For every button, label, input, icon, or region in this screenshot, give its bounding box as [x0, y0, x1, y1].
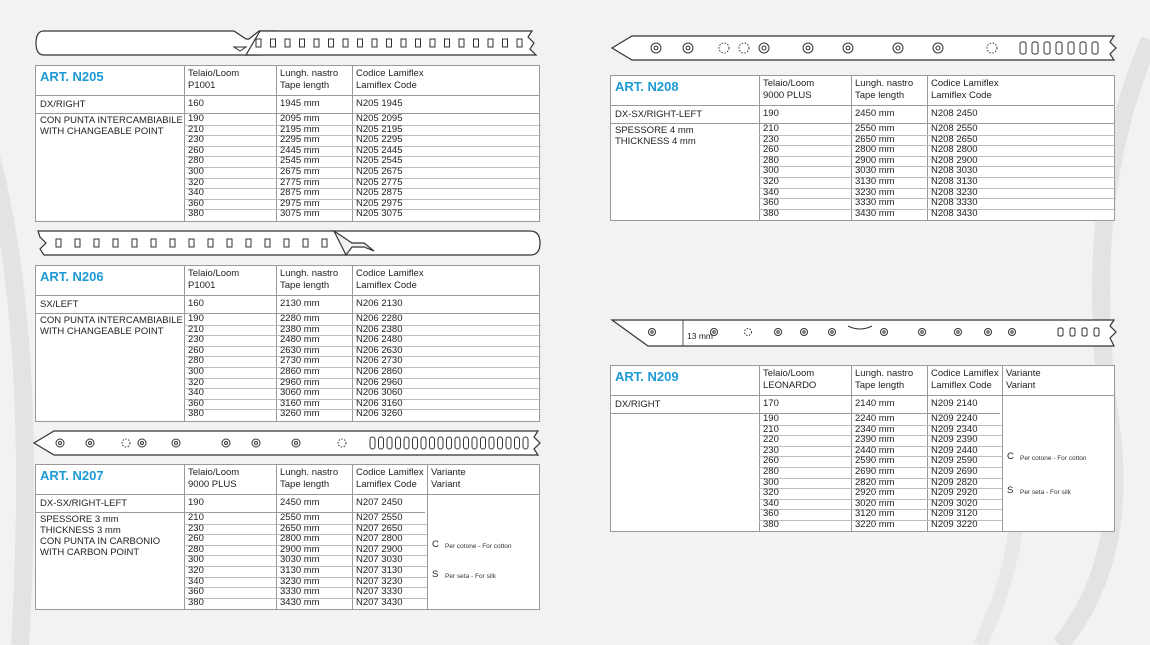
cell-code: N207 2800 — [356, 533, 403, 545]
cell-code: N206 3160 — [356, 397, 403, 409]
cell-loom: 190 — [188, 313, 204, 324]
cell-loom: 340 — [188, 387, 204, 399]
cell-length: 2900 mm — [280, 543, 320, 555]
cell-code: N208 3330 — [931, 197, 978, 209]
note-line: WITH CHANGEABLE POINT — [40, 326, 164, 337]
cell-code: N209 3220 — [931, 519, 978, 530]
cell-length: 2800 mm — [855, 144, 895, 156]
table-row — [611, 467, 1002, 478]
cell-code: N209 2440 — [931, 444, 978, 456]
panel-n205 — [35, 65, 540, 222]
cell-loom: 320 — [188, 565, 204, 576]
column-header-code — [356, 467, 424, 490]
article-title: ART. N207 — [40, 468, 104, 483]
column-header-loom-line: P1001 — [188, 79, 216, 91]
cell-code: N207 2450 — [356, 497, 403, 508]
cell-loom: 320 — [188, 376, 204, 388]
cell-length: 2240 mm — [855, 413, 895, 424]
column-header-length-line: Lungh. nastro — [855, 78, 914, 89]
cell-loom: 380 — [188, 408, 204, 420]
cell-loom: 260 — [188, 533, 204, 545]
panel-n207 — [35, 464, 540, 610]
column-divider — [1002, 366, 1003, 531]
cell-length: 3430 mm — [855, 207, 895, 219]
table-row — [36, 167, 541, 178]
cell-length: 2545 mm — [280, 155, 320, 167]
tape-drawing-n209 — [608, 312, 1123, 352]
column-header-code-line: Codice Lamiflex — [931, 368, 999, 379]
column-header-length-line: Tape length — [280, 79, 330, 91]
cell-length: 2775 mm — [280, 176, 320, 188]
cell-loom: 360 — [763, 508, 779, 520]
note-line: WITH CHANGEABLE POINT — [40, 126, 164, 137]
cell-code: N207 3230 — [356, 575, 403, 587]
cell-code: N205 2195 — [356, 123, 403, 135]
column-header-length — [855, 78, 913, 101]
cell-code: N207 2550 — [356, 512, 403, 523]
cell-loom: 220 — [763, 434, 779, 446]
column-header-code-line: Lamiflex Code — [931, 89, 992, 101]
variant-description: Per seta - For silk — [1020, 489, 1071, 497]
column-header-loom — [763, 78, 814, 101]
cell-code: N207 3330 — [356, 586, 403, 598]
column-header-length-line: Lungh. nastro — [280, 68, 339, 79]
tape-drawing-n206 — [34, 225, 544, 261]
cell-code: N209 2590 — [931, 455, 978, 467]
cell-code: N206 2860 — [356, 366, 403, 377]
cell-loom: 300 — [763, 476, 779, 488]
cell-code: N205 2295 — [356, 134, 403, 146]
column-header-loom-line: P1001 — [188, 279, 216, 291]
cell-loom: 190 — [188, 113, 204, 124]
cell-code: N207 2650 — [356, 522, 403, 534]
cell-length: 3020 mm — [855, 497, 895, 509]
column-header-length-line: Lungh. nastro — [280, 467, 339, 478]
cell-length: 3220 mm — [855, 519, 895, 530]
direction-label: SX/LEFT — [40, 299, 79, 310]
cell-length: 2450 mm — [280, 497, 320, 508]
cell-code: N205 2675 — [356, 166, 403, 177]
cell-length: 3130 mm — [280, 565, 320, 576]
cell-length: 3330 mm — [280, 586, 320, 598]
cell-length: 2390 mm — [855, 434, 895, 446]
cell-code: N206 3060 — [356, 387, 403, 399]
cell-loom: 360 — [763, 197, 779, 209]
direction-label: DX/RIGHT — [615, 399, 661, 410]
cell-loom: 230 — [763, 133, 779, 145]
cell-code: N207 3030 — [356, 554, 403, 566]
tape-drawing-n207 — [30, 425, 545, 461]
column-header-length — [280, 467, 338, 490]
column-header-loom-line: 9000 PLUS — [763, 89, 812, 101]
tape-drawing-n208 — [608, 30, 1123, 66]
tape-drawing-n205 — [34, 25, 544, 61]
cell-loom: 320 — [763, 487, 779, 499]
cell-code: N205 2545 — [356, 155, 403, 167]
cell-code: N208 2550 — [931, 123, 978, 134]
column-header-code — [356, 268, 424, 291]
cell-length: 3030 mm — [855, 165, 895, 177]
cell-loom: 230 — [763, 444, 779, 456]
column-divider — [427, 465, 428, 609]
direction-label: DX/RIGHT — [40, 99, 86, 110]
table-row — [36, 498, 427, 509]
cell-loom: 210 — [188, 512, 204, 523]
cell-loom: 340 — [188, 187, 204, 199]
table-row — [36, 314, 541, 325]
cell-code: N206 2730 — [356, 355, 403, 367]
cell-loom: 380 — [188, 596, 204, 608]
cell-loom: 170 — [763, 398, 779, 409]
cell-loom: 260 — [763, 144, 779, 156]
column-header-loom — [188, 467, 239, 490]
table-row — [611, 109, 1116, 120]
cell-length: 2800 mm — [280, 533, 320, 545]
column-header-loom-line: Telaio/Loom — [188, 268, 240, 279]
table-row — [36, 99, 541, 110]
cell-length: 2380 mm — [280, 323, 320, 335]
cell-loom: 230 — [188, 522, 204, 534]
table-row — [36, 299, 541, 310]
cell-code: N208 2800 — [931, 144, 978, 156]
cell-code: N208 2450 — [931, 108, 978, 119]
cell-code: N209 2820 — [931, 476, 978, 488]
cell-length: 2650 mm — [855, 133, 895, 145]
cell-code: N207 3430 — [356, 596, 403, 608]
note-line: THICKNESS 3 mm — [40, 525, 121, 536]
table-row — [611, 520, 1002, 531]
cell-code: N206 2960 — [356, 376, 403, 388]
cell-length: 2280 mm — [280, 313, 320, 324]
column-header-code — [356, 68, 424, 91]
cell-loom: 260 — [763, 455, 779, 467]
cell-length: 2650 mm — [280, 522, 320, 534]
column-header-variant-line: Variant — [431, 478, 461, 490]
cell-code: N209 2340 — [931, 423, 978, 435]
cell-length: 3230 mm — [855, 186, 895, 198]
cell-loom: 380 — [763, 519, 779, 530]
column-header-length-line: Lungh. nastro — [855, 368, 914, 379]
cell-code: N205 2875 — [356, 187, 403, 199]
variant-letter: C — [1007, 450, 1014, 462]
cell-length: 2960 mm — [280, 376, 320, 388]
cell-loom: 340 — [763, 186, 779, 198]
table-row — [611, 124, 1116, 135]
cell-length: 2140 mm — [855, 398, 895, 409]
column-header-loom — [188, 268, 239, 291]
cell-length: 2820 mm — [855, 476, 895, 488]
cell-loom: 340 — [763, 497, 779, 509]
cell-length: 3160 mm — [280, 397, 320, 409]
cell-code: N209 3020 — [931, 497, 978, 509]
note-line: WITH CARBON POINT — [40, 547, 140, 558]
cell-code: N209 2240 — [931, 413, 978, 424]
cell-length: 3260 mm — [280, 408, 320, 420]
cell-code: N205 2445 — [356, 144, 403, 156]
cell-length: 2095 mm — [280, 113, 320, 124]
cell-length: 2340 mm — [855, 423, 895, 435]
cell-length: 3075 mm — [280, 208, 320, 220]
cell-code: N206 2130 — [356, 298, 403, 309]
variant-letter: S — [432, 569, 439, 581]
cell-code: N206 3260 — [356, 408, 403, 420]
cell-loom: 280 — [188, 155, 204, 167]
cell-loom: 280 — [763, 154, 779, 166]
variant-description: Per seta - For silk — [445, 573, 496, 581]
dimension-label: 13 mm — [687, 331, 713, 341]
cell-loom: 260 — [188, 144, 204, 156]
cell-loom: 360 — [188, 586, 204, 598]
cell-loom: 280 — [188, 355, 204, 367]
note-line: THICKNESS 4 mm — [615, 136, 696, 147]
cell-length: 2295 mm — [280, 134, 320, 146]
column-header-length-line: Tape length — [855, 379, 905, 391]
cell-code: N205 1945 — [356, 98, 403, 109]
cell-code: N206 2280 — [356, 313, 403, 324]
column-header-variant-line: Variante — [431, 467, 466, 478]
table-row — [36, 513, 427, 524]
table-row — [36, 114, 541, 125]
column-header-code-line: Lamiflex Code — [356, 478, 417, 490]
cell-loom: 300 — [188, 366, 204, 377]
column-header-code — [931, 368, 999, 391]
note-line: CON PUNTA INTERCAMBIABILE — [40, 315, 183, 326]
cell-loom: 300 — [763, 165, 779, 177]
table-row — [36, 409, 541, 420]
cell-length: 2690 mm — [855, 466, 895, 477]
column-header-length — [280, 268, 338, 291]
column-header-code-line: Codice Lamiflex — [356, 268, 424, 279]
article-title: ART. N206 — [40, 269, 104, 284]
direction-label: DX-SX/RIGHT-LEFT — [40, 498, 128, 509]
cell-length: 2875 mm — [280, 187, 320, 199]
cell-code: N209 2390 — [931, 434, 978, 446]
cell-code: N206 2480 — [356, 334, 403, 346]
column-header-variant-line: Variant — [1006, 379, 1036, 391]
article-title: ART. N205 — [40, 69, 104, 84]
cell-loom: 380 — [763, 207, 779, 219]
cell-length: 2480 mm — [280, 334, 320, 346]
cell-code: N209 2140 — [931, 398, 978, 409]
cell-loom: 280 — [763, 466, 779, 477]
table-row — [36, 367, 541, 378]
table-row — [36, 209, 541, 220]
cell-code: N205 3075 — [356, 208, 403, 220]
column-header-length-line: Tape length — [280, 478, 330, 490]
cell-length: 2550 mm — [280, 512, 320, 523]
cell-code: N207 2900 — [356, 543, 403, 555]
cell-length: 2550 mm — [855, 123, 895, 134]
cell-code: N208 3030 — [931, 165, 978, 177]
cell-length: 3030 mm — [280, 554, 320, 566]
column-header-length — [855, 368, 913, 391]
variant-letter: S — [1007, 485, 1014, 497]
column-header-length-line: Lungh. nastro — [280, 268, 339, 279]
column-header-code-line: Codice Lamiflex — [356, 467, 424, 478]
table-row — [611, 177, 1116, 188]
column-header-loom — [188, 68, 239, 91]
column-header-loom — [763, 368, 816, 391]
cell-code: N205 2975 — [356, 197, 403, 209]
cell-code: N206 2380 — [356, 323, 403, 335]
cell-loom: 300 — [188, 166, 204, 177]
cell-loom: 210 — [188, 123, 204, 135]
cell-length: 2900 mm — [855, 154, 895, 166]
cell-loom: 320 — [188, 176, 204, 188]
column-header-code-line: Lamiflex Code — [931, 379, 992, 391]
variant-description: Per cotone - For cotton — [445, 542, 512, 550]
cell-length: 1945 mm — [280, 98, 320, 109]
note-line: SPESSORE 4 mm — [615, 125, 694, 136]
cell-loom: 230 — [188, 134, 204, 146]
panel-n206 — [35, 265, 540, 422]
cell-loom: 380 — [188, 208, 204, 220]
note-line: SPESSORE 3 mm — [40, 514, 119, 525]
table-row — [36, 566, 427, 577]
cell-length: 3330 mm — [855, 197, 895, 209]
table-row — [611, 209, 1116, 220]
cell-length: 2630 mm — [280, 344, 320, 356]
cell-length: 2445 mm — [280, 144, 320, 156]
column-header-variant-line: Variante — [1006, 368, 1041, 379]
variant-description: Per cotone - For cotton — [1020, 454, 1087, 462]
panel-n209 — [610, 365, 1115, 532]
cell-loom: 190 — [188, 497, 204, 508]
column-header-length-line: Tape length — [855, 89, 905, 101]
column-header-code-line: Codice Lamiflex — [356, 68, 424, 79]
note-line: CON PUNTA IN CARBONIO — [40, 536, 161, 547]
cell-code: N208 3430 — [931, 207, 978, 219]
cell-loom: 360 — [188, 397, 204, 409]
cell-loom: 260 — [188, 344, 204, 356]
cell-length: 3060 mm — [280, 387, 320, 399]
cell-loom: 340 — [188, 575, 204, 587]
cell-code: N208 3230 — [931, 186, 978, 198]
cell-length: 3430 mm — [280, 596, 320, 608]
column-header-code-line: Lamiflex Code — [356, 79, 417, 91]
cell-loom: 160 — [188, 298, 204, 309]
column-header-loom-line: Telaio/Loom — [763, 368, 815, 379]
variant-letter: C — [432, 538, 439, 550]
cell-code: N207 3130 — [356, 565, 403, 576]
cell-code: N209 2920 — [931, 487, 978, 499]
cell-loom: 210 — [188, 323, 204, 335]
column-header-loom-line: LEONARDO — [763, 379, 817, 391]
column-header-loom-line: Telaio/Loom — [763, 78, 815, 89]
cell-length: 2675 mm — [280, 166, 320, 177]
column-header-loom-line: 9000 PLUS — [188, 478, 237, 490]
cell-code: N208 3130 — [931, 176, 978, 187]
column-header-loom-line: Telaio/Loom — [188, 467, 240, 478]
cell-length: 2730 mm — [280, 355, 320, 367]
cell-loom: 360 — [188, 197, 204, 209]
cell-length: 2440 mm — [855, 444, 895, 456]
table-row — [36, 598, 427, 609]
cell-code: N206 2630 — [356, 344, 403, 356]
panel-n208 — [610, 75, 1115, 221]
cell-code: N205 2095 — [356, 113, 403, 124]
column-header-length — [280, 68, 338, 91]
cell-loom: 160 — [188, 98, 204, 109]
article-title: ART. N208 — [615, 79, 679, 94]
cell-code: N208 2900 — [931, 154, 978, 166]
cell-length: 3230 mm — [280, 575, 320, 587]
cell-length: 3120 mm — [855, 508, 895, 520]
cell-length: 2590 mm — [855, 455, 895, 467]
cell-length: 2975 mm — [280, 197, 320, 209]
column-header-code — [931, 78, 999, 101]
direction-label: DX-SX/RIGHT-LEFT — [615, 109, 703, 120]
column-header-variant — [1006, 368, 1041, 391]
article-title: ART. N209 — [615, 369, 679, 384]
column-header-code-line: Codice Lamiflex — [931, 78, 999, 89]
table-row — [611, 414, 1002, 425]
cell-code: N209 2690 — [931, 466, 978, 477]
column-header-variant — [431, 467, 466, 490]
cell-code: N208 2650 — [931, 133, 978, 145]
cell-length: 3130 mm — [855, 176, 895, 187]
cell-loom: 190 — [763, 413, 779, 424]
cell-loom: 190 — [763, 108, 779, 119]
cell-loom: 210 — [763, 423, 779, 435]
cell-code: N209 3120 — [931, 508, 978, 520]
cell-loom: 210 — [763, 123, 779, 134]
cell-length: 2130 mm — [280, 298, 320, 309]
column-header-loom-line: Telaio/Loom — [188, 68, 240, 79]
cell-loom: 230 — [188, 334, 204, 346]
table-row — [611, 399, 1002, 410]
cell-length: 2195 mm — [280, 123, 320, 135]
cell-length: 2920 mm — [855, 487, 895, 499]
note-line: CON PUNTA INTERCAMBIABILE — [40, 115, 183, 126]
cell-loom: 280 — [188, 543, 204, 555]
column-header-code-line: Lamiflex Code — [356, 279, 417, 291]
column-header-length-line: Tape length — [280, 279, 330, 291]
cell-code: N205 2775 — [356, 176, 403, 188]
cell-length: 2450 mm — [855, 108, 895, 119]
cell-loom: 300 — [188, 554, 204, 566]
cell-length: 2860 mm — [280, 366, 320, 377]
cell-loom: 320 — [763, 176, 779, 187]
